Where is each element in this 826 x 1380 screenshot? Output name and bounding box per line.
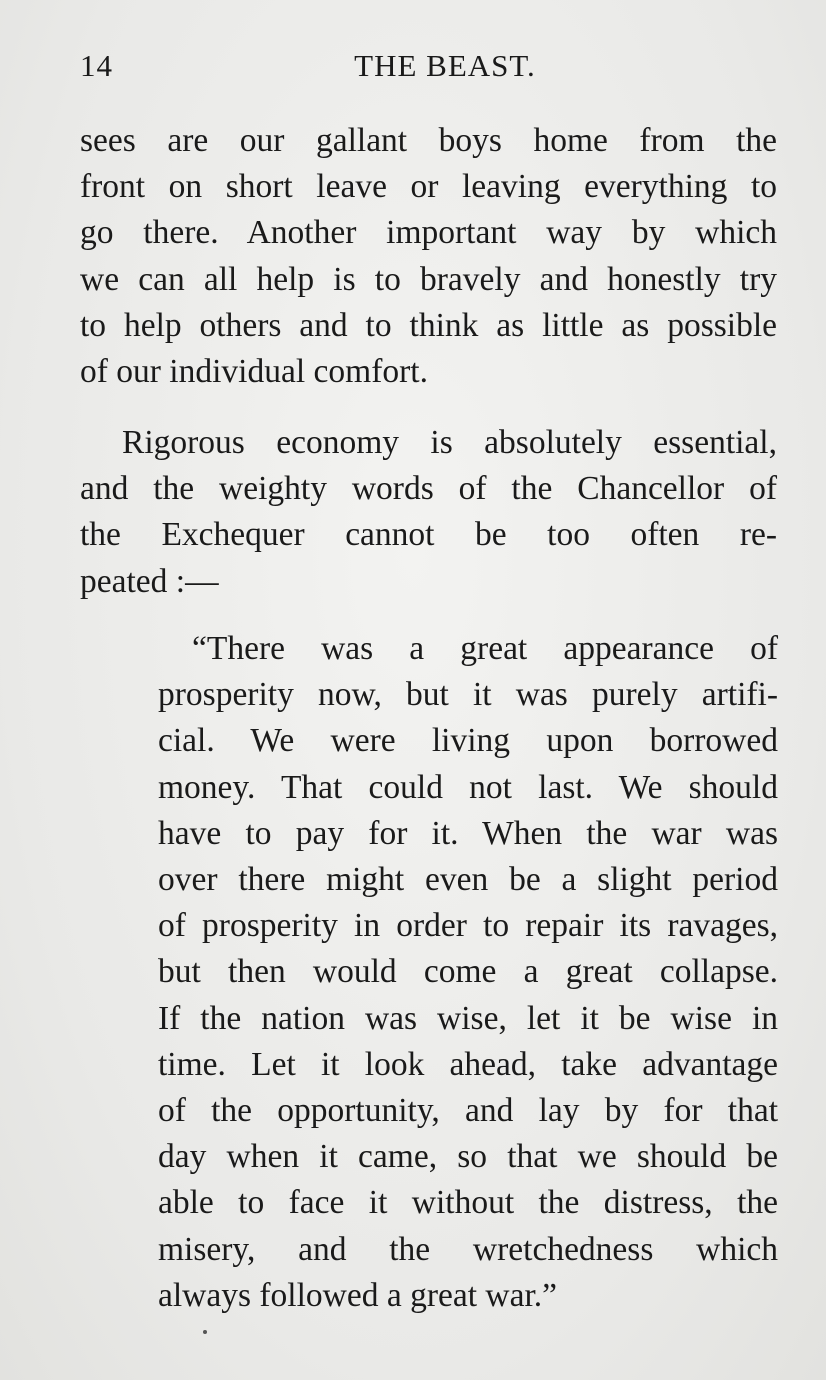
text-line: front on short leave or leaving everything to [80,168,777,206]
text-line: of our individual comfort. [80,353,428,391]
paper-speck [203,1330,207,1334]
text-line: Rigorous economy is absolutely essential, [122,424,777,461]
quote-line: of prosperity in order to repair its ravages, [158,907,778,945]
page-number: 14 [80,48,113,83]
quote-line: over there might even be a slight period [158,861,778,899]
text-line: to help others and to think as little as possible [80,306,777,344]
quote-line: of the opportunity, and lay by for that [158,1092,778,1130]
text-line: the Exchequer cannot be too often re- [80,516,777,554]
quote-line: but then would come a great collapse. [158,953,778,991]
text-line: we can all help is to bravely and honestly try [80,260,777,298]
quote-line: able to face it without the distress, the [158,1184,778,1222]
block-quotation [158,626,778,1319]
text-line: and the weighty words of the Chancellor of [80,470,777,508]
running-title: THE BEAST. [354,48,536,83]
text-line: peated :— [80,562,219,600]
text-line: sees are our gallant boys home from the [80,122,777,159]
quote-line: always followed a great war.” [158,1276,558,1314]
quote-line: If the nation was wise, let it be wise in [158,999,778,1037]
quote-line: misery, and the wretchedness which [158,1230,778,1268]
text-line: go there. Another important way by which [80,214,777,252]
paragraph-1 [80,118,777,395]
quote-line: prosperity now, but it was purely artifi- [158,676,778,714]
quote-line: have to pay for it. When the war was [158,814,778,852]
quote-line: “There was a great appearance of [192,630,778,667]
quote-line: day when it came, so that we should be [158,1138,778,1176]
quote-line: time. Let it look ahead, take advantage [158,1045,778,1083]
paragraph-2 [80,420,777,605]
page-header [80,48,780,98]
quote-line: cial. We were living upon borrowed [158,722,778,760]
quote-line: money. That could not last. We should [158,768,778,806]
